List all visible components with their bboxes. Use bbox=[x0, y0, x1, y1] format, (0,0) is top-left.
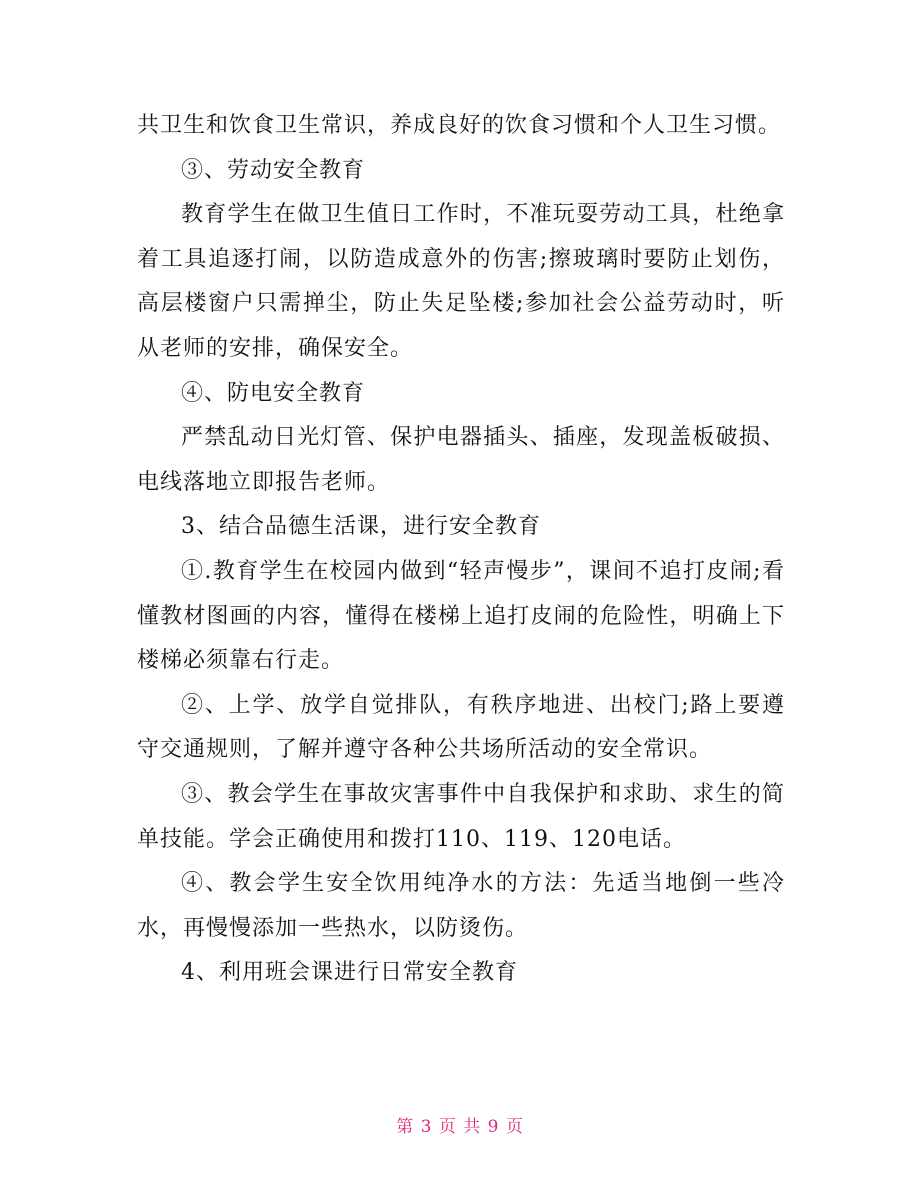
paragraph-8: ②、上学、放学自觉排队，有秩序地进、出校门;路上要遵守交通规则，了解并遵守各种公共场所活动的安全常识。 bbox=[137, 692, 785, 763]
paragraph-3: 教育学生在做卫生值日工作时，不准玩耍劳动工具，杜绝拿着工具追逐打闹，以防造成意外的伤害;擦玻璃时要防止划伤，高层楼窗户只需掸尘，防止失足坠楼;参加社会公益劳动时，听从老师的安排，确保安全。 bbox=[137, 202, 785, 361]
paragraph-1: 共卫生和饮食卫生常识，养成良好的饮食习惯和个人卫生习惯。 bbox=[137, 113, 782, 138]
paragraph-6: 3、结合品德生活课，进行安全教育 bbox=[181, 514, 541, 540]
page-number-footer: 第 3 页 共 9 页 bbox=[396, 1117, 524, 1137]
paragraph-9: ③、教会学生在事故灾害事件中自我保护和求助、求生的简单技能。学会正确使用和拨打110、119、120电话。 bbox=[137, 781, 785, 852]
document-body bbox=[137, 104, 785, 996]
paragraph-7: ①.教育学生在校园内做到“轻声慢步”，课间不追打皮闹;看懂教材图画的内容，懂得在楼梯上追打皮闹的危险性，明确上下楼梯必须靠右行走。 bbox=[137, 558, 785, 674]
paragraph-4: ④、防电安全教育 bbox=[181, 380, 366, 406]
paragraph-10: ④、教会学生安全饮用纯净水的方法：先适当地倒一些冷水，再慢慢添加一些热水，以防烫伤。 bbox=[137, 871, 785, 941]
paragraph-11: 4、利用班会课进行日常安全教育 bbox=[181, 960, 518, 986]
paragraph-5: 严禁乱动日光灯管、保护电器插头、插座，发现盖板破损、电线落地立即报告老师。 bbox=[137, 425, 785, 495]
paragraph-2: ③、劳动安全教育 bbox=[181, 157, 366, 183]
